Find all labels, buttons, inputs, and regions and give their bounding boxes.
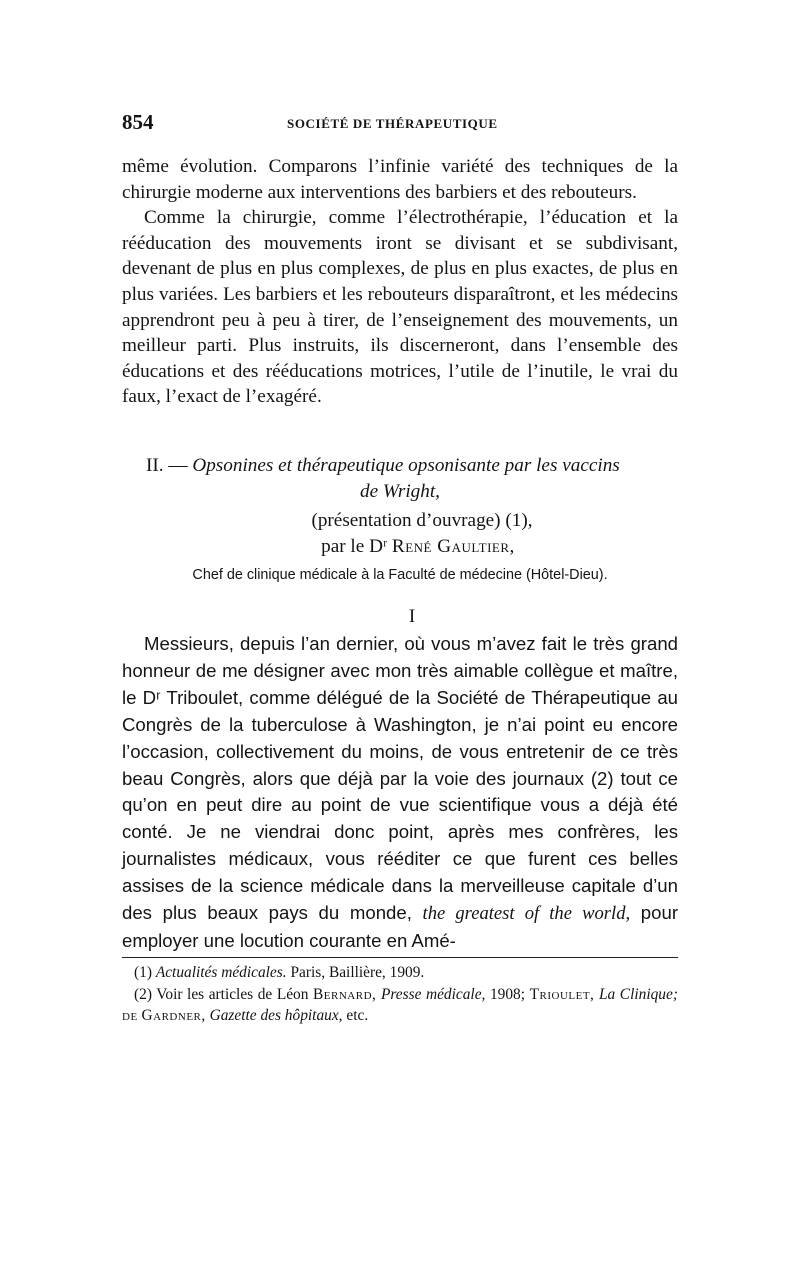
footnotes (122, 962, 678, 1027)
intro-paragraph-1: même évolution. Comparons l’infinie variété des techniques de la chirurgie moderne aux interventions des barbiers et des rebouteurs. (122, 156, 678, 203)
footnote-2-publication-3: Gazette des hôpitaux, (209, 1007, 343, 1025)
section-title-line-1 (122, 453, 678, 479)
footnote-1 (122, 962, 678, 984)
main-text (122, 631, 678, 955)
main-text-start: Messieurs, depuis l’an dernier, où vous m’avez fait le très grand honneur de me désigner avec mon très aimable collègue et maître, le Dʳ Triboulet, comme délégué de la Société de Thérapeutique au Congrès de la tuberculose à Washington, je n’ai point eu encore l’occasion, collectivement du moins, de vous entretenir de ce très beau Congrès, alors que déjà par la voie des journaux (2) tout ce qu’on en peut dire au point de vue scientifique vous a déjà été conté. Je ne viendrai donc point, après mes confrères, les journalistes médicaux, vous rééditer ce que furent ces belles assises de la science médicale dans la merveilleuse capitale d’un des plus beaux pays du monde, (122, 633, 678, 924)
section-title-text: Opsonines et thérapeutique opsonisante par les vaccins (192, 455, 620, 476)
running-title: SOCIÉTÉ DE THÉRAPEUTIQUE (287, 116, 498, 131)
page-number: 854 (122, 110, 154, 134)
footnote-2-name-3: Gardner, (141, 1007, 206, 1025)
section-title-line-2: de Wright, (360, 481, 440, 502)
main-paragraph (122, 631, 678, 955)
section-number: II. — (146, 455, 188, 476)
presentation-note: (présentation d’ouvrage) (1), (311, 510, 533, 531)
footnote-1-rest: Paris, Baillière, 1909. (290, 964, 425, 981)
footnote-2-name-2: Trioulet, (529, 985, 595, 1003)
main-text-end: pour employer une locution courante en Amé- (122, 902, 679, 951)
footnote-rule (122, 957, 678, 958)
footnote-2 (122, 984, 678, 1027)
presentation-block (122, 508, 678, 560)
footnote-2-name-1: Bernard, (313, 985, 377, 1003)
footnote-1-marker: (1) (134, 964, 152, 981)
intro-text (122, 154, 678, 410)
footnote-2-publication-2: La Clinique; (598, 985, 678, 1003)
section-title (122, 453, 678, 505)
footnote-1-title: Actualités médicales. (155, 964, 287, 981)
author-prefix: par le Dʳ (321, 536, 388, 557)
author-name: René Gaultier, (391, 536, 515, 557)
subsection-numeral: I (408, 606, 416, 627)
footnote-2-publication-1: Presse médicale, (380, 985, 486, 1003)
footnote-2-year: 1908; (489, 985, 526, 1003)
footnote-2-de: de (122, 1007, 138, 1025)
footnote-2-marker: (2) (134, 985, 152, 1003)
author-affiliation: Chef de clinique médicale à la Faculté de médecine (Hôtel-Dieu). (192, 567, 608, 583)
footnote-2-text: Voir les articles de Léon (156, 985, 309, 1003)
intro-paragraph-2: Comme la chirurgie, comme l’électrothérapie, l’éducation et la rééducation des mouvements iront se divisant et se subdivisant, devenant de plus en plus complexes, de plus en plus exactes, de plus en plus variées. Les barbiers et les rebouteurs disparaîtront, et les médecins apprendront peu à peu à tirer, de l’enseignement des mouvements, un meilleur parti. Plus instruits, ils discerneront, dans l’ensemble des éducations et des rééducations motrices, l’utile de l’inutile, le vrai du faux, l’exact de l’exagéré. (122, 207, 678, 408)
page-header (122, 110, 678, 138)
footnote-2-etc: etc. (346, 1007, 369, 1025)
author-line (122, 534, 678, 560)
main-text-italic: the greatest of the world, (422, 903, 631, 925)
